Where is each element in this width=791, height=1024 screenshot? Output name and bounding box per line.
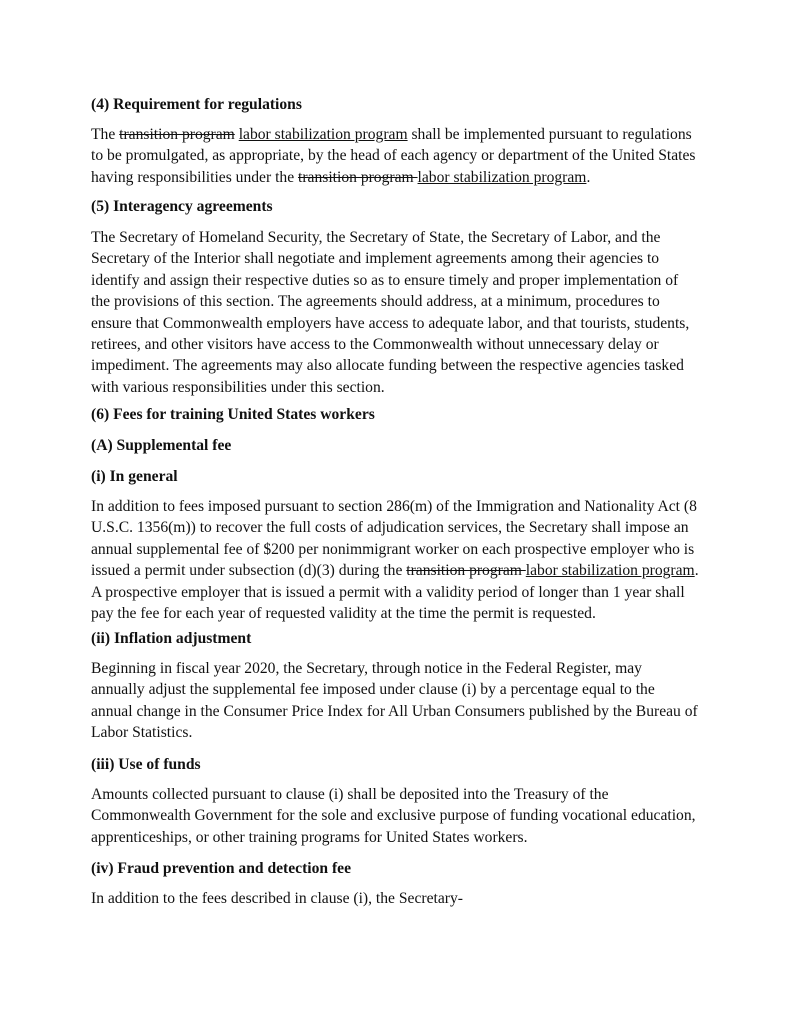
clause-iv-paragraph bbox=[91, 888, 716, 909]
section-4-paragraph bbox=[91, 124, 716, 188]
paragraph-line: ensure that Commonwealth employers have access to adequate labor, and that tourists, students, bbox=[91, 314, 690, 332]
clause-iii-paragraph bbox=[91, 784, 716, 848]
section-heading-4: (4) Requirement for regulations bbox=[91, 96, 302, 113]
paragraph-line: In addition to fees imposed pursuant to section 286(m) of the Immigration and Nationality Act (8 bbox=[91, 498, 697, 515]
section-heading-5: (5) Interagency agreements bbox=[91, 198, 273, 215]
clause-heading-iv: (iv) Fraud prevention and detection fee bbox=[91, 860, 352, 877]
paragraph-line: impediment. The agreements may also allocate funding between the respective agencies tasked bbox=[91, 357, 684, 375]
paragraph-line: Commonwealth Government for the sole and exclusive purpose of funding vocational education, bbox=[91, 807, 696, 825]
inserted-text: labor stabilization program bbox=[525, 562, 695, 580]
clause-heading-ii: (ii) Inflation adjustment bbox=[91, 630, 252, 647]
inserted-text: labor stabilization program bbox=[417, 168, 587, 186]
clause-heading-iii: (iii) Use of funds bbox=[91, 756, 201, 773]
paragraph-line: Beginning in fiscal year 2020, the Secretary, through notice in the Federal Register, may bbox=[91, 660, 642, 677]
subsection-heading-a: (A) Supplemental fee bbox=[91, 437, 232, 454]
struck-text: transition program bbox=[298, 168, 418, 186]
clause-ii-paragraph bbox=[91, 658, 716, 744]
paragraph-line: Amounts collected pursuant to clause (i) shall be deposited into the Treasury of the bbox=[91, 786, 609, 803]
clause-i-paragraph bbox=[91, 496, 716, 624]
section-5-paragraph bbox=[91, 227, 716, 398]
inserted-text: labor stabilization program bbox=[238, 126, 408, 143]
paragraph-line: annual supplemental fee of $200 per nonimmigrant worker on each prospective employer who is bbox=[91, 540, 695, 558]
section-heading-6: (6) Fees for training United States workers bbox=[91, 406, 375, 423]
paragraph-line: In addition to the fees described in clause (i), the Secretary- bbox=[91, 890, 463, 907]
paragraph-line: identify and assign their respective duties so as to ensure timely and proper implementation of bbox=[91, 271, 679, 289]
paragraph-line: apprenticeships, or other training programs for United States workers. bbox=[91, 828, 528, 846]
paragraph-line: annual change in the Consumer Price Index for All Urban Consumers published by the Bureau of bbox=[91, 702, 698, 720]
paragraph-line: Secretary of the Interior shall negotiate and implement agreements among their agencies to bbox=[91, 250, 660, 268]
paragraph-line: A prospective employer that is issued a permit with a validity period of longer than 1 year shall bbox=[91, 583, 685, 601]
paragraph-line: retirees, and other visitors have access to the Commonwealth without unnecessary delay or bbox=[91, 336, 659, 354]
paragraph-line: The Secretary of Homeland Security, the Secretary of State, the Secretary of Labor, and the bbox=[91, 229, 661, 246]
paragraph-line: issued a permit under subsection (d)(3) during the transition program labor stabilization program. bbox=[91, 562, 699, 580]
paragraph-line: annually adjust the supplemental fee imposed under clause (i) by a percentage equal to the bbox=[91, 681, 655, 699]
paragraph-line: The transition program labor stabilization program shall be implemented pursuant to regulations bbox=[91, 126, 692, 143]
paragraph-line: U.S.C. 1356(m)) to recover the full costs of adjudication services, the Secretary shall impose an bbox=[91, 519, 689, 537]
clause-heading-i: (i) In general bbox=[91, 468, 178, 485]
paragraph-line: to be promulgated, as appropriate, by the head of each agency or department of the United States bbox=[91, 147, 696, 165]
paragraph-line: with various responsibilities under this section. bbox=[91, 378, 385, 396]
paragraph-line: the provisions of this section. The agreements should address, at a minimum, procedures to bbox=[91, 293, 660, 311]
struck-text: transition program bbox=[119, 126, 235, 143]
paragraph-line: having responsibilities under the transition program labor stabilization program. bbox=[91, 168, 591, 186]
struck-text: transition program bbox=[406, 562, 526, 580]
paragraph-line: pay the fee for each year of requested validity at the time the permit is requested. bbox=[91, 605, 596, 623]
paragraph-line: Labor Statistics. bbox=[91, 724, 193, 742]
